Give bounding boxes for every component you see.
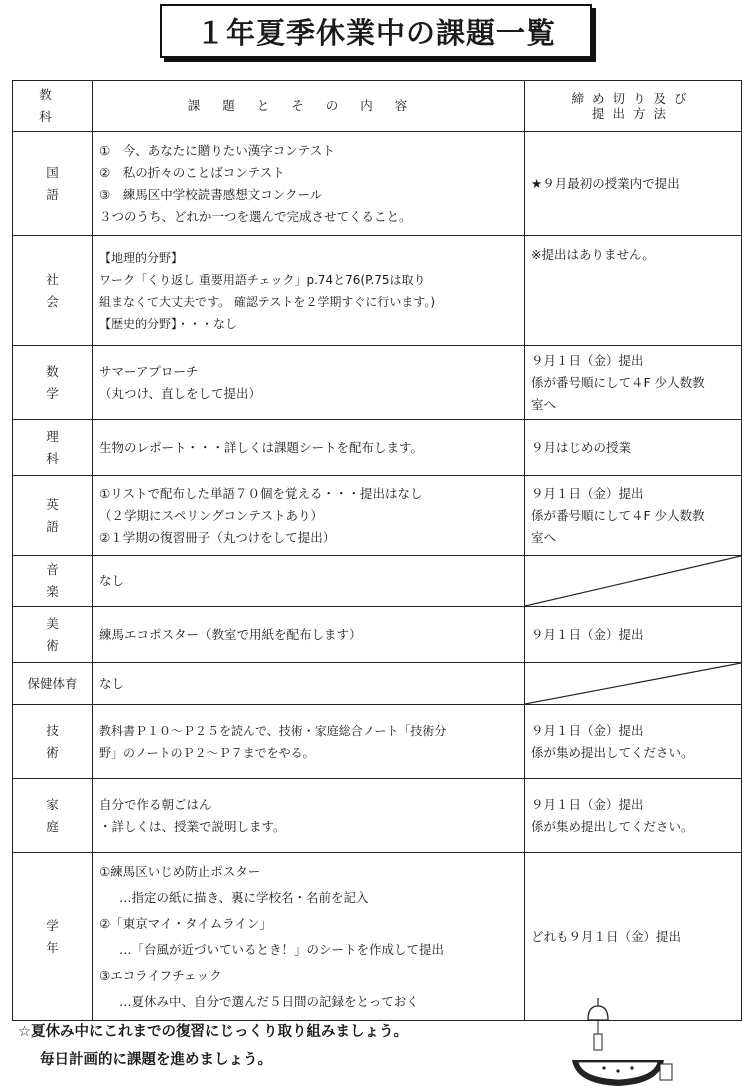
table-row: [13, 853, 742, 1021]
table-row: [13, 779, 742, 853]
table-row: [13, 420, 742, 476]
deadline-cell-empty: [525, 556, 742, 607]
subject-cell: 英語: [13, 476, 93, 556]
deadline-cell: ９月はじめの授業: [525, 420, 742, 476]
subject-cell: 保健体育: [13, 663, 93, 705]
content-cell: ①リストで配布した単語７０個を覚える・・・提出はなし （２学期にスペリングコンテストあり） ②１学期の復習冊子（丸つけをして提出）: [93, 476, 525, 556]
table-row: [13, 705, 742, 779]
content-cell: サマーアプローチ （丸つけ、直しをして提出）: [93, 346, 525, 420]
table-row: [13, 556, 742, 607]
header-content: 課題とその内容: [93, 81, 525, 132]
deadline-cell: どれも９月１日（金）提出: [525, 853, 742, 1021]
table-row: [13, 236, 742, 346]
content-cell: 【地理的分野】 ワーク「くり返し 重要用語チェック」p.74と76(P.75は取り 組まなくて大丈夫です。 確認テストを２学期すぐに行います。) 【歴史的分野】・・・なし: [93, 236, 525, 346]
content-cell: なし: [93, 663, 525, 705]
content-cell: 自分で作る朝ごはん ・詳しくは、授業で説明します。: [93, 779, 525, 853]
table-row: [13, 663, 742, 705]
footer-line-2: 毎日計画的に課題を進めましょう。: [40, 1052, 272, 1068]
deadline-cell: ９月１日（金）提出: [525, 607, 742, 663]
content-cell: なし: [93, 556, 525, 607]
table-header-row: [13, 81, 742, 132]
header-deadline: 締め切り及び 提出方法: [525, 81, 742, 132]
subject-cell: 学年: [13, 853, 93, 1021]
diagonal-line: [525, 663, 741, 704]
subject-cell: 国語: [13, 132, 93, 236]
wind-chime-and-watermelon-icon: [560, 998, 680, 1088]
deadline-cell-empty: [525, 663, 742, 705]
subject-cell: 数学: [13, 346, 93, 420]
page-title: １年夏季休業中の課題一覧: [160, 4, 592, 58]
content-cell: 教科書Ｐ１０～Ｐ２５を読んで、技術・家庭総合ノート「技術分 野」のノートのＰ２～Ｐ７までをやる。: [93, 705, 525, 779]
deadline-cell: ９月１日（金）提出 係が番号順にして４F 少人数教 室へ: [525, 346, 742, 420]
table-row: [13, 476, 742, 556]
deadline-cell: ★９月最初の授業内で提出: [525, 132, 742, 236]
content-cell: 練馬エコポスター（教室で用紙を配布します）: [93, 607, 525, 663]
deadline-cell: ※提出はありません。: [525, 236, 742, 346]
table-row: [13, 346, 742, 420]
header-subject: 教 科: [13, 81, 93, 132]
subject-cell: 家庭: [13, 779, 93, 853]
deadline-cell: ９月１日（金）提出 係が集め提出してください。: [525, 779, 742, 853]
footer-line-1: ☆夏休み中にこれまでの復習にじっくり取り組みましょう。: [18, 1024, 408, 1040]
footer-note: [18, 1018, 408, 1074]
title-area: [0, 0, 750, 70]
table-row: [13, 132, 742, 236]
deadline-cell: ９月１日（金）提出 係が集め提出してください。: [525, 705, 742, 779]
assignment-table: [12, 80, 742, 1021]
subject-cell: 美術: [13, 607, 93, 663]
subject-cell: 音楽: [13, 556, 93, 607]
deadline-cell: ９月１日（金）提出 係が番号順にして４F 少人数教 室へ: [525, 476, 742, 556]
diagonal-line: [525, 556, 741, 606]
content-cell: ①練馬区いじめ防止ポスター …指定の紙に描き、裏に学校名・名前を記入 ②「東京マイ・タイムライン」 …「台風が近づいているとき！」のシートを作成して提出 ③エコライフチェック …夏休み中、自分で選んだ５日間の記録をとっておく: [93, 853, 525, 1021]
subject-cell: 理科: [13, 420, 93, 476]
content-cell: ① 今、あなたに贈りたい漢字コンテスト ② 私の折々のことばコンテスト ③ 練馬区中学校読書感想文コンクール ３つのうち、どれか一つを選んで完成させてくること。: [93, 132, 525, 236]
subject-cell: 技術: [13, 705, 93, 779]
subject-cell: 社会: [13, 236, 93, 346]
content-cell: 生物のレポート・・・詳しくは課題シートを配布します。: [93, 420, 525, 476]
table-row: [13, 607, 742, 663]
